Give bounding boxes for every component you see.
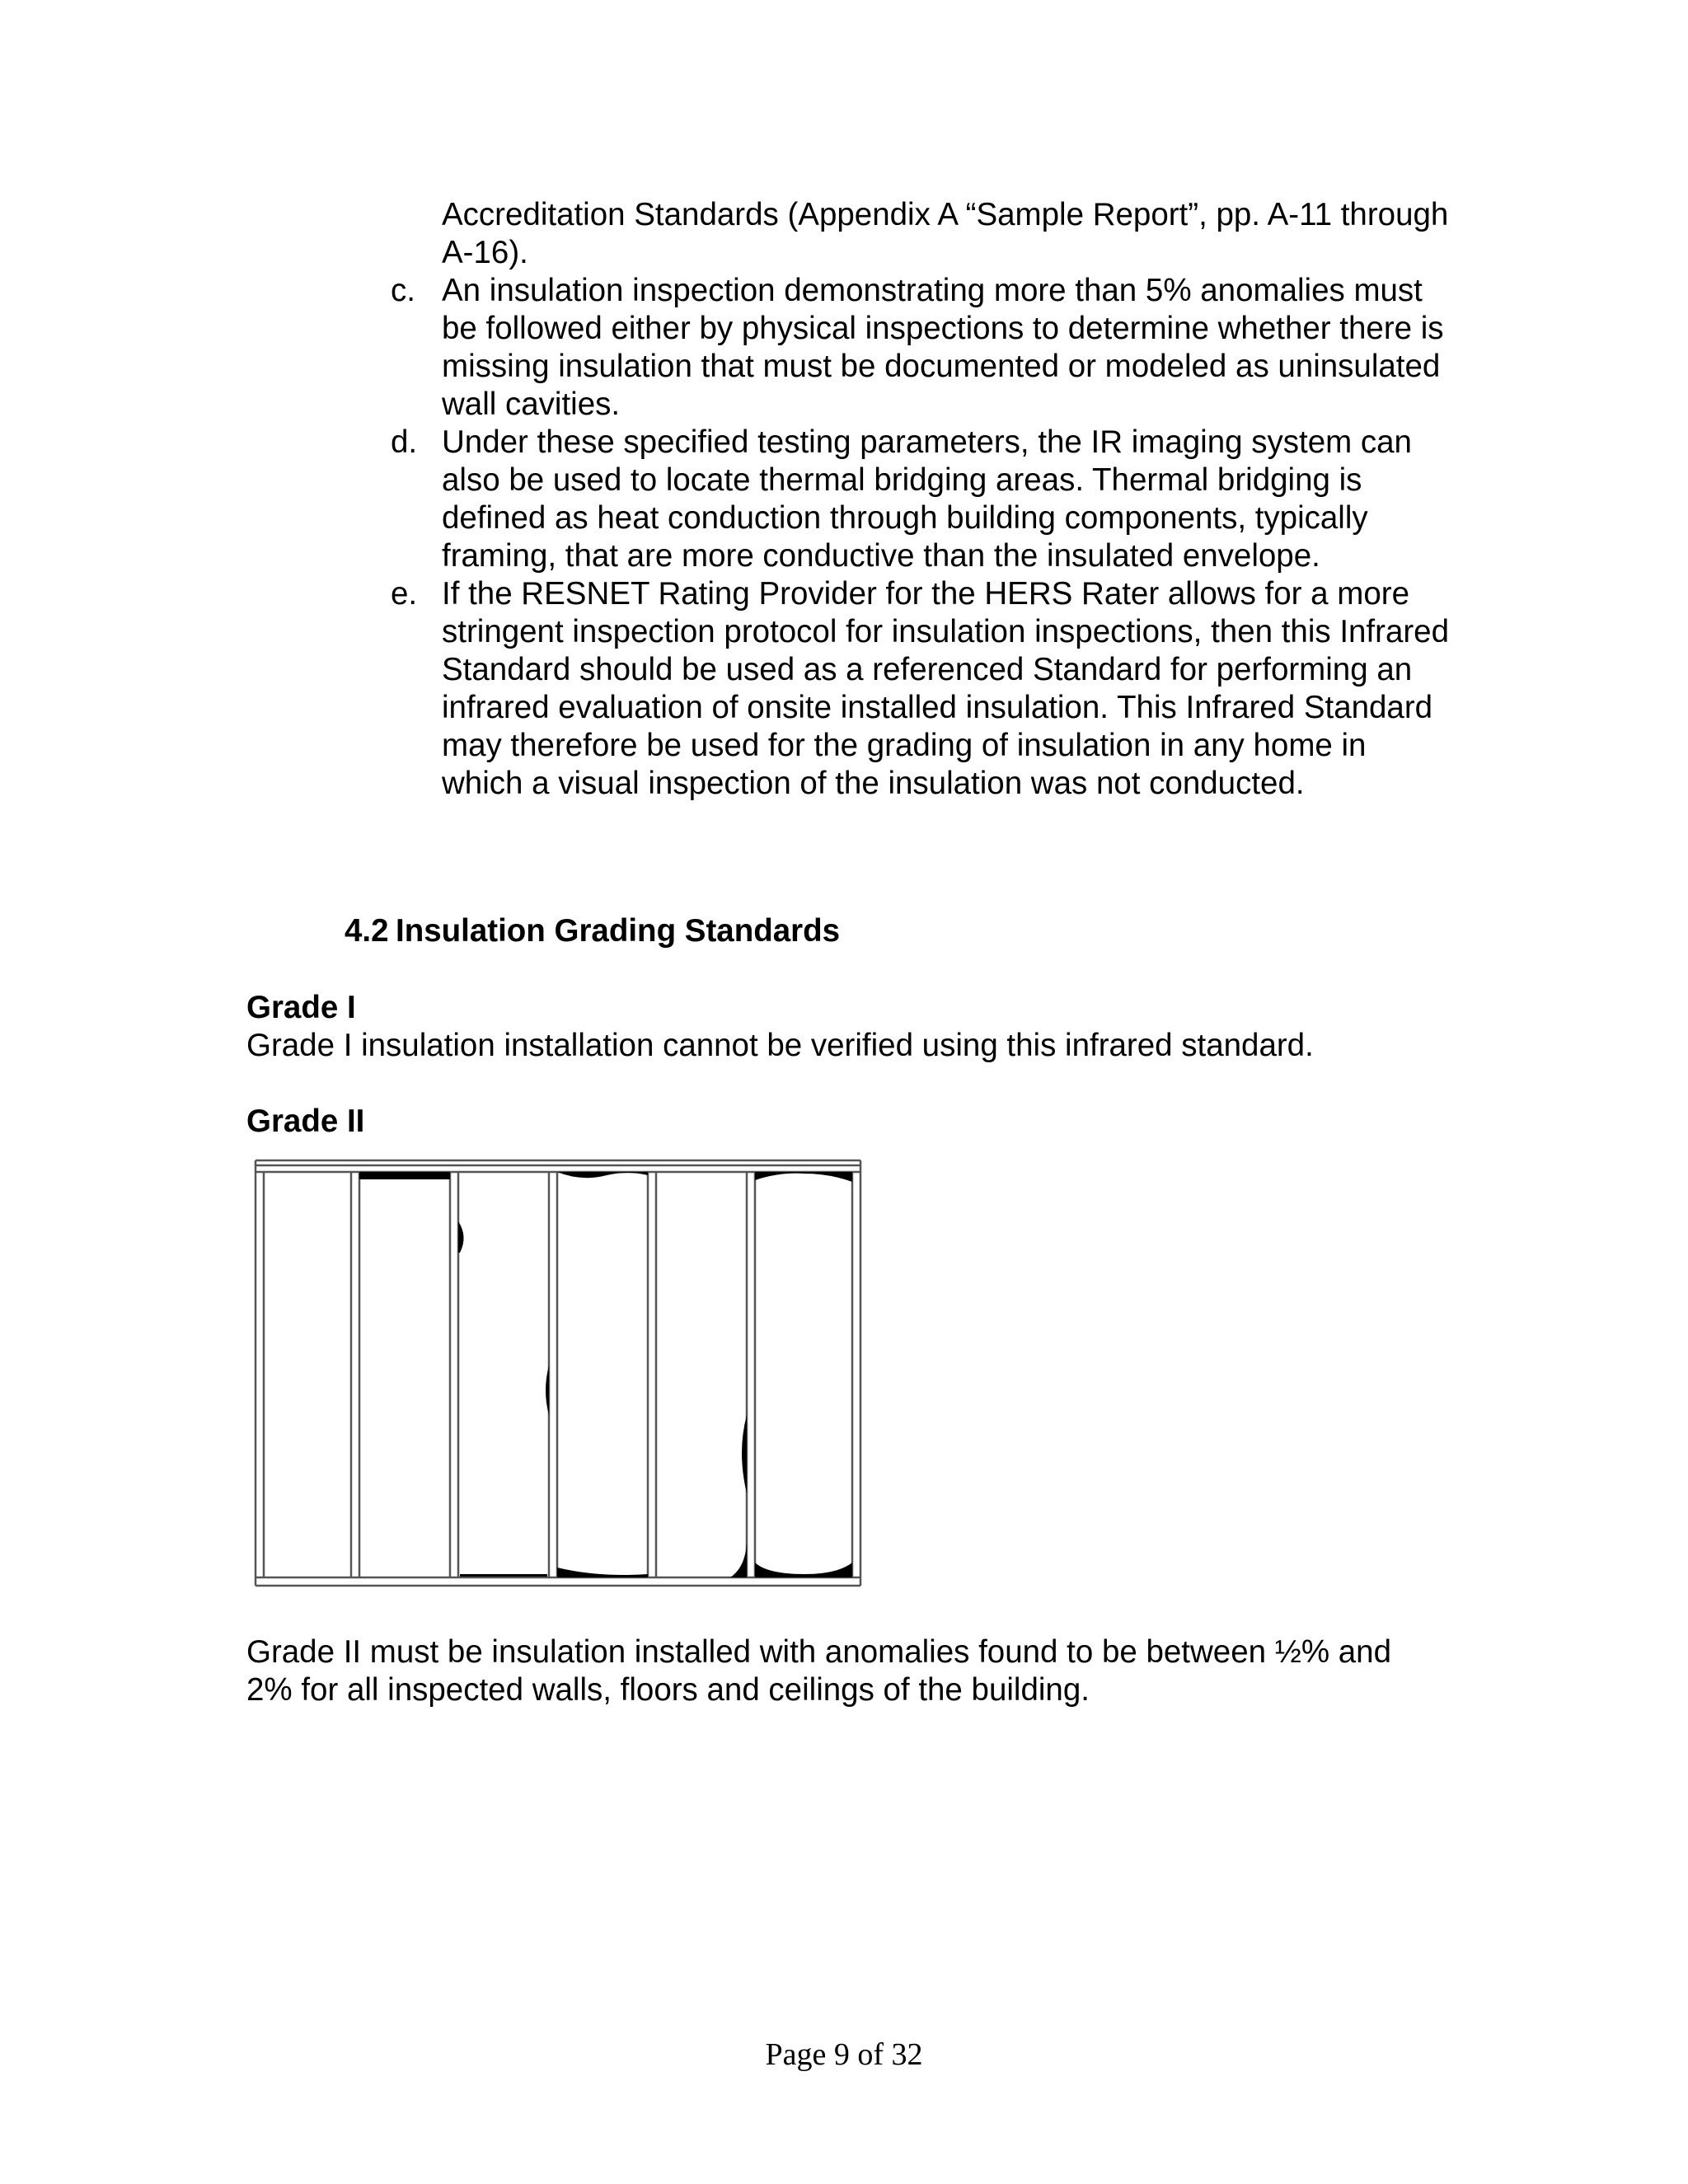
- gap-top-bay-6: [755, 1172, 852, 1182]
- list-item-d: [391, 424, 1456, 575]
- gap-side-bay-5: [742, 1415, 747, 1493]
- section-title: Insulation Grading Standards: [396, 913, 841, 949]
- grade-1-description: Grade I insulation installation cannot be verified using this infrared standard.: [246, 1028, 1314, 1063]
- lettered-list: [391, 196, 1456, 803]
- gap-side-bay-3: [458, 1221, 464, 1253]
- gap-corner-bay-5: [730, 1543, 747, 1577]
- list-item-text: Under these specified testing parameters, the IR imaging system can also be used to locate thermal bridging areas. Thermal bridging is defined as heat conduction through building components, typically framing, that are more conductive than the insulated envelope.: [442, 424, 1412, 574]
- grade-1-heading: Grade I: [246, 990, 356, 1025]
- list-item-e: [391, 575, 1456, 803]
- page-number: Page 9 of 32: [765, 2037, 923, 2072]
- list-item-text: Accreditation Standards (Appendix A “Sample Report”, pp. A-11 through A-16).: [442, 197, 1449, 270]
- wall-framing-diagram: [252, 1155, 864, 1592]
- section-number: 4.2: [345, 913, 389, 949]
- framing-lines: [256, 1160, 860, 1586]
- list-marker: c.: [391, 273, 415, 308]
- list-marker: e.: [391, 576, 418, 612]
- gap-bottom-bay-6: [755, 1563, 852, 1577]
- gap-top-bay-4: [557, 1172, 648, 1178]
- gap-bottom-bay-3: [460, 1574, 547, 1577]
- gap-side-bay-3b: [546, 1366, 549, 1415]
- grade-2-description: Grade II must be insulation installed with anomalies found to be between ½% and 2% for all inspected walls, floors and ceilings of the building.: [246, 1634, 1391, 1708]
- list-item-c: [391, 272, 1456, 424]
- section-heading: [345, 912, 840, 950]
- list-item-continuation: [442, 196, 1456, 272]
- gap-bottom-bay-4: [557, 1568, 648, 1577]
- list-item-text: An insulation inspection demonstrating more than 5% anomalies must be followed either by physical inspections to determine whether there is missing insulation that must be documented or modeled as uninsulated wall cavities.: [442, 273, 1444, 422]
- insulation-gaps: [359, 1172, 852, 1577]
- gap-top-bay-2: [359, 1172, 450, 1179]
- list-marker: d.: [391, 424, 418, 460]
- grade-2-heading: Grade II: [246, 1104, 365, 1139]
- list-item-text: If the RESNET Rating Provider for the HERS Rater allows for a more stringent inspection protocol for insulation inspections, then this Infrared Standard should be used as a referenced Standard for performing an infrared evaluation of onsite installed insulation. This Infrared Standard may therefore be used for the grading of insulation in any home in which a visual inspection of the insulation was not conducted.: [442, 576, 1449, 801]
